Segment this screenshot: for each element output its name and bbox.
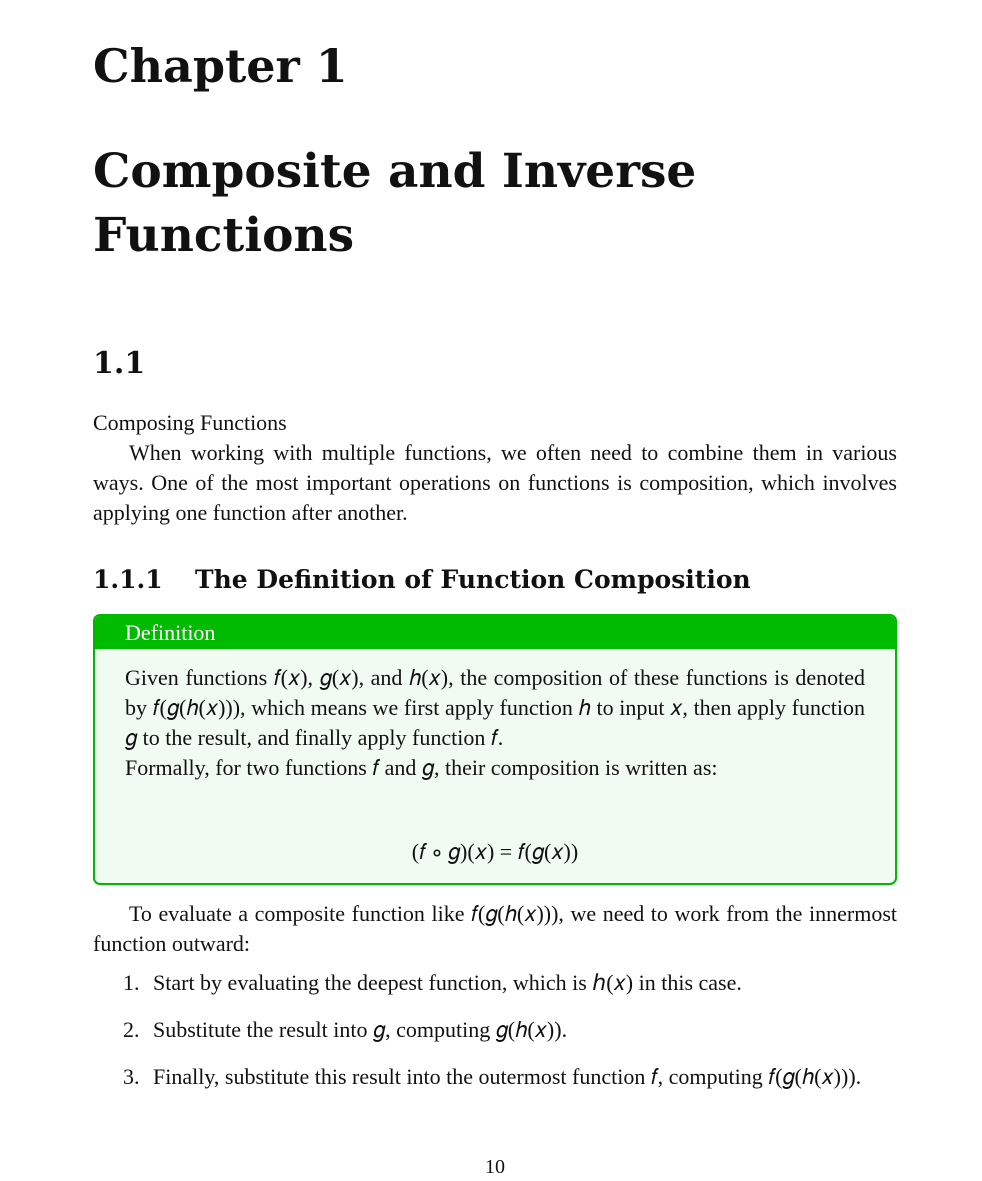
definition-formal-paragraph: Formally, for two functions 𝑓 and 𝑔, their composition is written as:: [125, 755, 718, 780]
list-item-number: 3.: [123, 1064, 140, 1089]
evaluation-steps-list: [93, 968, 897, 1109]
evaluation-paragraph: To evaluate a composite function like 𝑓(𝑔(ℎ(𝑥))), we need to work from the innermost function outward:: [93, 901, 897, 956]
composition-formula: (𝑓 ∘ 𝑔)(𝑥) = 𝑓(𝑔(𝑥)): [411, 839, 579, 864]
list-item: [93, 1015, 897, 1045]
list-item: [93, 1062, 897, 1092]
section-number: 1.1: [93, 346, 146, 381]
subsection-number: 1.1.1: [93, 565, 163, 594]
list-item-number: 1.: [123, 970, 140, 995]
list-item-text: Finally, substitute this result into the outermost function 𝑓, computing 𝑓(𝑔(ℎ(𝑥))).: [153, 1064, 862, 1089]
chapter-label: Chapter 1: [93, 39, 348, 93]
list-item-number: 2.: [123, 1017, 140, 1042]
definition-box: [93, 614, 897, 885]
subsection-title: The Definition of Function Composition: [195, 565, 751, 594]
subsection-heading: [93, 562, 751, 598]
list-item: [93, 968, 897, 998]
list-item-text: Substitute the result into 𝑔, computing 𝑔(ℎ(𝑥)).: [153, 1017, 568, 1042]
page-number: 10: [485, 1156, 505, 1178]
chapter-title: Composite and Inverse Functions: [93, 144, 697, 263]
list-item-text: Start by evaluating the deepest function, which is ℎ(𝑥) in this case.: [153, 970, 742, 995]
section-intro-paragraph: When working with multiple functions, we often need to combine them in various ways. One of the most important operations on functions is composition, which involves applying one function after another.: [93, 440, 897, 525]
definition-paragraph: Given functions 𝑓(𝑥), 𝑔(𝑥), and ℎ(𝑥), the composition of these functions is denoted by 𝑓(𝑔(ℎ(𝑥))), which means we first apply function ℎ to input 𝑥, then apply function 𝑔 to the result, and finally apply function 𝑓.: [125, 665, 865, 750]
section-name: Composing Functions: [93, 410, 287, 435]
definition-header: Definition: [95, 616, 895, 649]
definition-body: [125, 663, 865, 783]
